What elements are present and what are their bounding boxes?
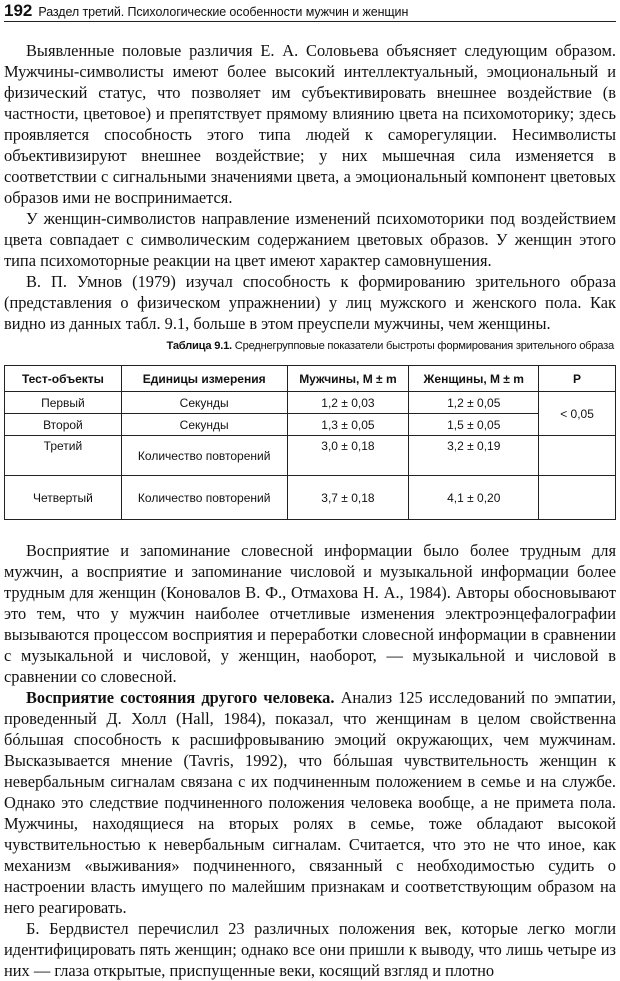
text-block-top <box>4 40 616 334</box>
page-header <box>4 0 616 22</box>
paragraph <box>4 918 616 981</box>
table-row <box>5 436 616 476</box>
paragraph: Выявленные половые различия Е. А. Соловьева объясняет следующим образом. Мужчины-символисты имеют более высокий интеллектуальный, эмоциональный и физический статус, что позволяет им субъективировать внешнее воздействие (в частности, цветовое) и препятствует прямому влиянию цвета на психомоторику; здесь проявляется способность этого типа людей к саморегуляции. Несимволисты объективизируют внешнее воздействие; у них мышечная сила изменяется в соответствии с сигнальными значениями цвета, а эмоциональный компонент цветовых образов ими не воспринимается. <box>4 41 616 207</box>
table-cell: 1,3 ± 0,05 <box>287 414 409 436</box>
table-caption <box>4 340 614 352</box>
data-table <box>4 365 616 520</box>
table-cell: Второй <box>5 414 122 436</box>
table-cell: Первый <box>5 392 122 414</box>
column-header: Тест-объекты <box>5 366 122 392</box>
table-caption-label: Таблица 9.1. <box>166 340 232 352</box>
table-row <box>5 414 616 436</box>
paragraph <box>4 540 616 687</box>
table-cell: Секунды <box>121 392 287 414</box>
table-cell-empty <box>539 476 616 520</box>
table-cell: 3,0 ± 0,18 <box>287 436 409 476</box>
running-head: Раздел третий. Психологические особенности мужчин и женщин <box>38 5 409 19</box>
table-cell: 1,2 ± 0,03 <box>287 392 409 414</box>
paragraph <box>4 687 616 918</box>
p-value-cell: < 0,05 <box>539 392 616 436</box>
text-block-bottom <box>4 540 616 981</box>
paragraph-text: Б. Бердвистел перечислил 23 различных положения век, которые легко могли идентифицировать пять женщин; однако все они пришли к выводу, что лишь четыре из них — глаза открытые, приспущенные веки, косящий взгляд и плотно <box>4 919 616 980</box>
table-cell: 3,2 ± 0,19 <box>409 436 539 476</box>
column-header: Женщины, M ± m <box>409 366 539 392</box>
table-cell: Количество повторений <box>121 476 287 520</box>
paragraph-lead-heading: Восприятие состояния другого человека. <box>26 688 335 707</box>
table-caption-text: Среднегрупповые показатели быстроты формирования зрительного образа <box>234 340 614 352</box>
table-cell: Количество повторений <box>121 436 287 476</box>
table-cell-empty <box>539 436 616 476</box>
table-header-row <box>5 366 616 392</box>
column-header: Единицы измерения <box>121 366 287 392</box>
table-cell: 1,2 ± 0,05 <box>409 392 539 414</box>
table-row <box>5 476 616 520</box>
table-cell: Четвертый <box>5 476 122 520</box>
paragraph-text: Анализ 125 исследований по эмпатии, проведенный Д. Холл (Hall, 1984), показал, что женщинам в целом свойственна бóльшая способность к расшифровыванию эмоций окружающих, чем мужчинам. Высказывается мнение (Tavris, 1992), что бóльшая чувствительность женщин к невербальным сигналам связана с их подчиненным положением в семье и на службе. Однако это следствие подчиненного положения человека вообще, а не примета пола. Мужчины, находящиеся на вторых ролях в семье, тоже обладают высокой чувствительностью к невербальным сигналам. Считается, что это не что иное, как механизм «выживания» подчиненного, связанный с необходимостью судить о настроении власть имущего по малейшим признакам и соответствующим образом на него реагировать. <box>4 688 616 917</box>
column-header: Мужчины, M ± m <box>287 366 409 392</box>
table-cell: Третий <box>5 436 122 476</box>
table-cell: Секунды <box>121 414 287 436</box>
column-header: P <box>539 366 616 392</box>
table-cell: 4,1 ± 0,20 <box>409 476 539 520</box>
paragraph: В. П. Умнов (1979) изучал способность к формированию зрительного образа (представления о физическом упражнении) у лиц мужского и женского пола. Как видно из данных табл. 9.1, больше в этом преуспели мужчины, чем женщины. <box>4 272 616 333</box>
table-cell: 3,7 ± 0,18 <box>287 476 409 520</box>
paragraph-text: Восприятие и запоминание словесной информации было более трудным для мужчин, а восприятие и запоминание числовой и музыкальной информации более трудным для женщин (Коновалов В. Ф., Отмахова Н. А., 1984). Авторы обосновывают это тем, что у мужчин наиболее отчетливые изменения электроэнцефалографии вызываются процессом восприятия и переработки словесной информации в сравнении с музыкальной и числовой, у женщин, наоборот, — музыкальной и числовой в сравнении со словесной. <box>4 541 616 686</box>
table-cell: 1,5 ± 0,05 <box>409 414 539 436</box>
table-row <box>5 392 616 414</box>
page-number: 192 <box>4 1 33 20</box>
paragraph: У женщин-символистов направление изменений психомоторики под воздействием цвета совпадает с символическим содержанием цветовых образов. У женщин этого типа психомоторные реакции на цвет имеют характер самовнушения. <box>4 209 616 270</box>
